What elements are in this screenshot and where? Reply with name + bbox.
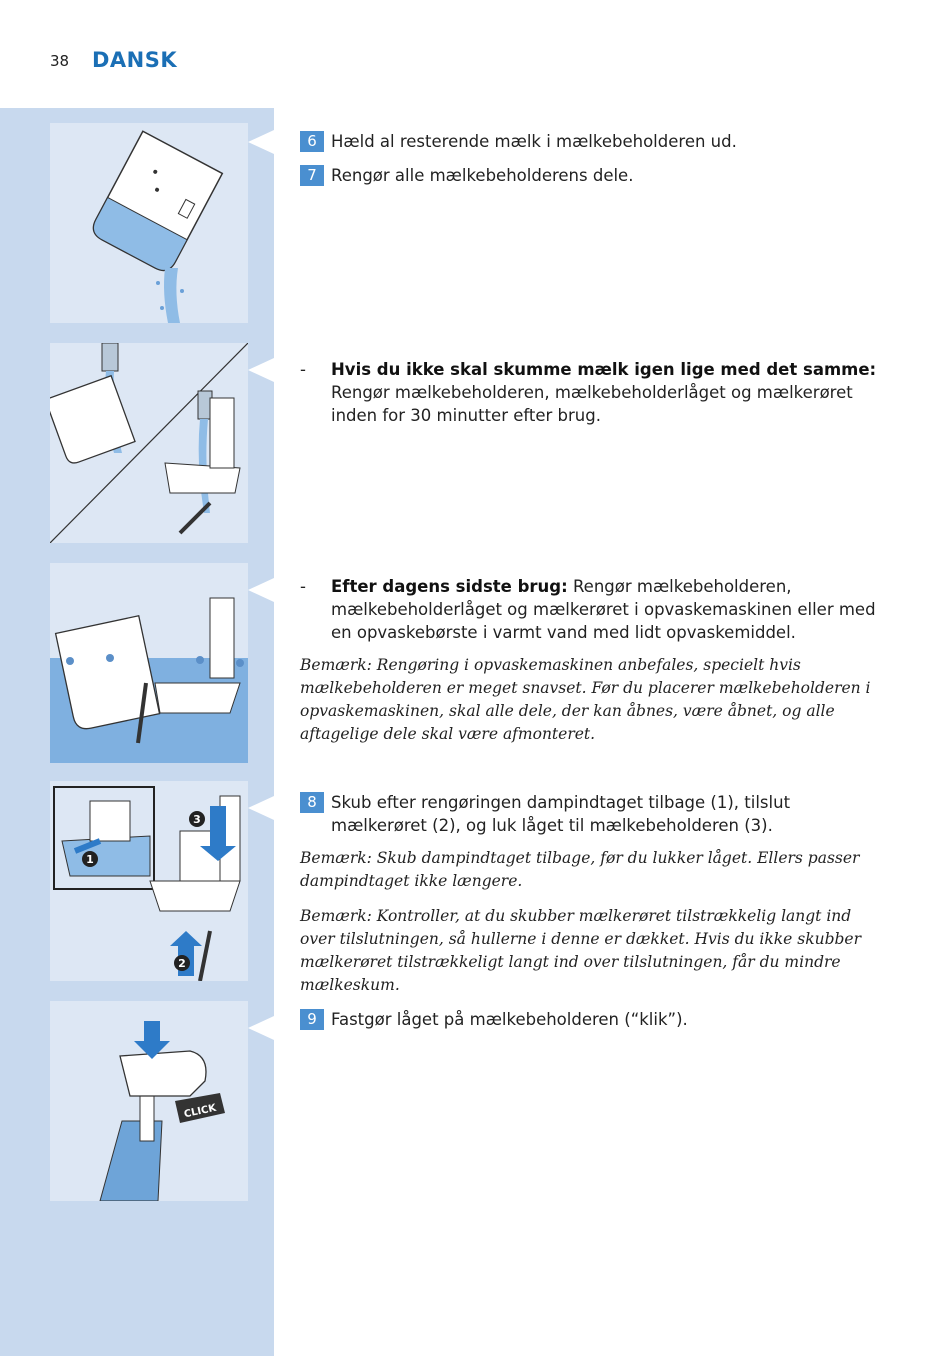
step-text: Hæld al resterende mælk i mælkebeholderen ud. (331, 132, 737, 151)
note-dishwasher: Bemærk: Rengøring i opvaskemaskinen anbefales, specielt hvis mælkebeholderen er meget snavset. Før du placerer mælkebeholderen i opvaskemaskinen, skal alle dele, der kan åbnes, være åbnet, og alle aftagelige dele skal være afmonteret. (300, 656, 871, 743)
step-number: 6 (300, 131, 324, 152)
bullet-after-last-use (300, 575, 890, 644)
illustration-reassemble (50, 781, 248, 981)
bullet-text: Rengør mælkebeholderen, mælkebeholderlåget og mælkerøret i opvaskemaskinen eller med en opvaskebørste i varmt vand med lidt opvaskemiddel. (331, 577, 876, 642)
panel-pointer (248, 130, 274, 154)
illustration-click-lid (50, 1001, 248, 1201)
bullet-dash: - (300, 360, 306, 379)
step-marker-1: 1 (86, 853, 94, 866)
bullet-heading: Efter dagens sidste brug: (331, 577, 568, 596)
step-text: Fastgør låget på mælkebeholderen (“klik”). (331, 1010, 688, 1029)
note-steam-inlet: Bemærk: Skub dampindtaget tilbage, før du lukker låget. Ellers passer dampindtaget ikke længere. (300, 849, 860, 890)
panel-pointer (248, 1016, 274, 1040)
step-number: 8 (300, 792, 324, 813)
click-label: CLICK (183, 1102, 218, 1121)
step-text: Rengør alle mælkebeholderens dele. (331, 166, 634, 185)
bullet-rinse-within-30-min (300, 358, 890, 427)
step-7 (300, 164, 890, 187)
panel-pointer (248, 578, 274, 602)
panel-pointer (248, 796, 274, 820)
illustration-wash-parts (50, 563, 248, 763)
step-number: 7 (300, 165, 324, 186)
step-8 (300, 791, 890, 837)
step-9 (300, 1008, 890, 1031)
bullet-text: Rengør mælkebeholderen, mælkebeholderlåget og mælkerøret inden for 30 minutter efter brug. (331, 383, 853, 425)
illustration-pour-milk (50, 123, 248, 323)
language-heading: DANSK (92, 48, 178, 72)
panel-pointer (248, 358, 274, 382)
step-text: Skub efter rengøringen dampindtaget tilbage (1), tilslut mælkerøret (2), og luk låget til mælkebeholderen (3). (331, 793, 791, 835)
step-marker-2: 2 (178, 957, 186, 970)
page-number: 38 (50, 52, 70, 70)
note-milk-tube: Bemærk: Kontroller, at du skubber mælkerøret tilstrækkelig langt ind over tilslutningen, så hullerne i denne er dækket. Hvis du ikke skubber mælkerøret tilstrækkeligt langt ind over tilslutningen, får du mindre mælkeskum. (300, 907, 862, 994)
illustration-rinse-parts (50, 343, 248, 543)
step-marker-3: 3 (193, 813, 201, 826)
step-number: 9 (300, 1009, 324, 1030)
bullet-dash: - (300, 577, 306, 596)
bullet-heading: Hvis du ikke skal skumme mælk igen lige med det samme: (331, 360, 877, 379)
step-6 (300, 130, 890, 153)
